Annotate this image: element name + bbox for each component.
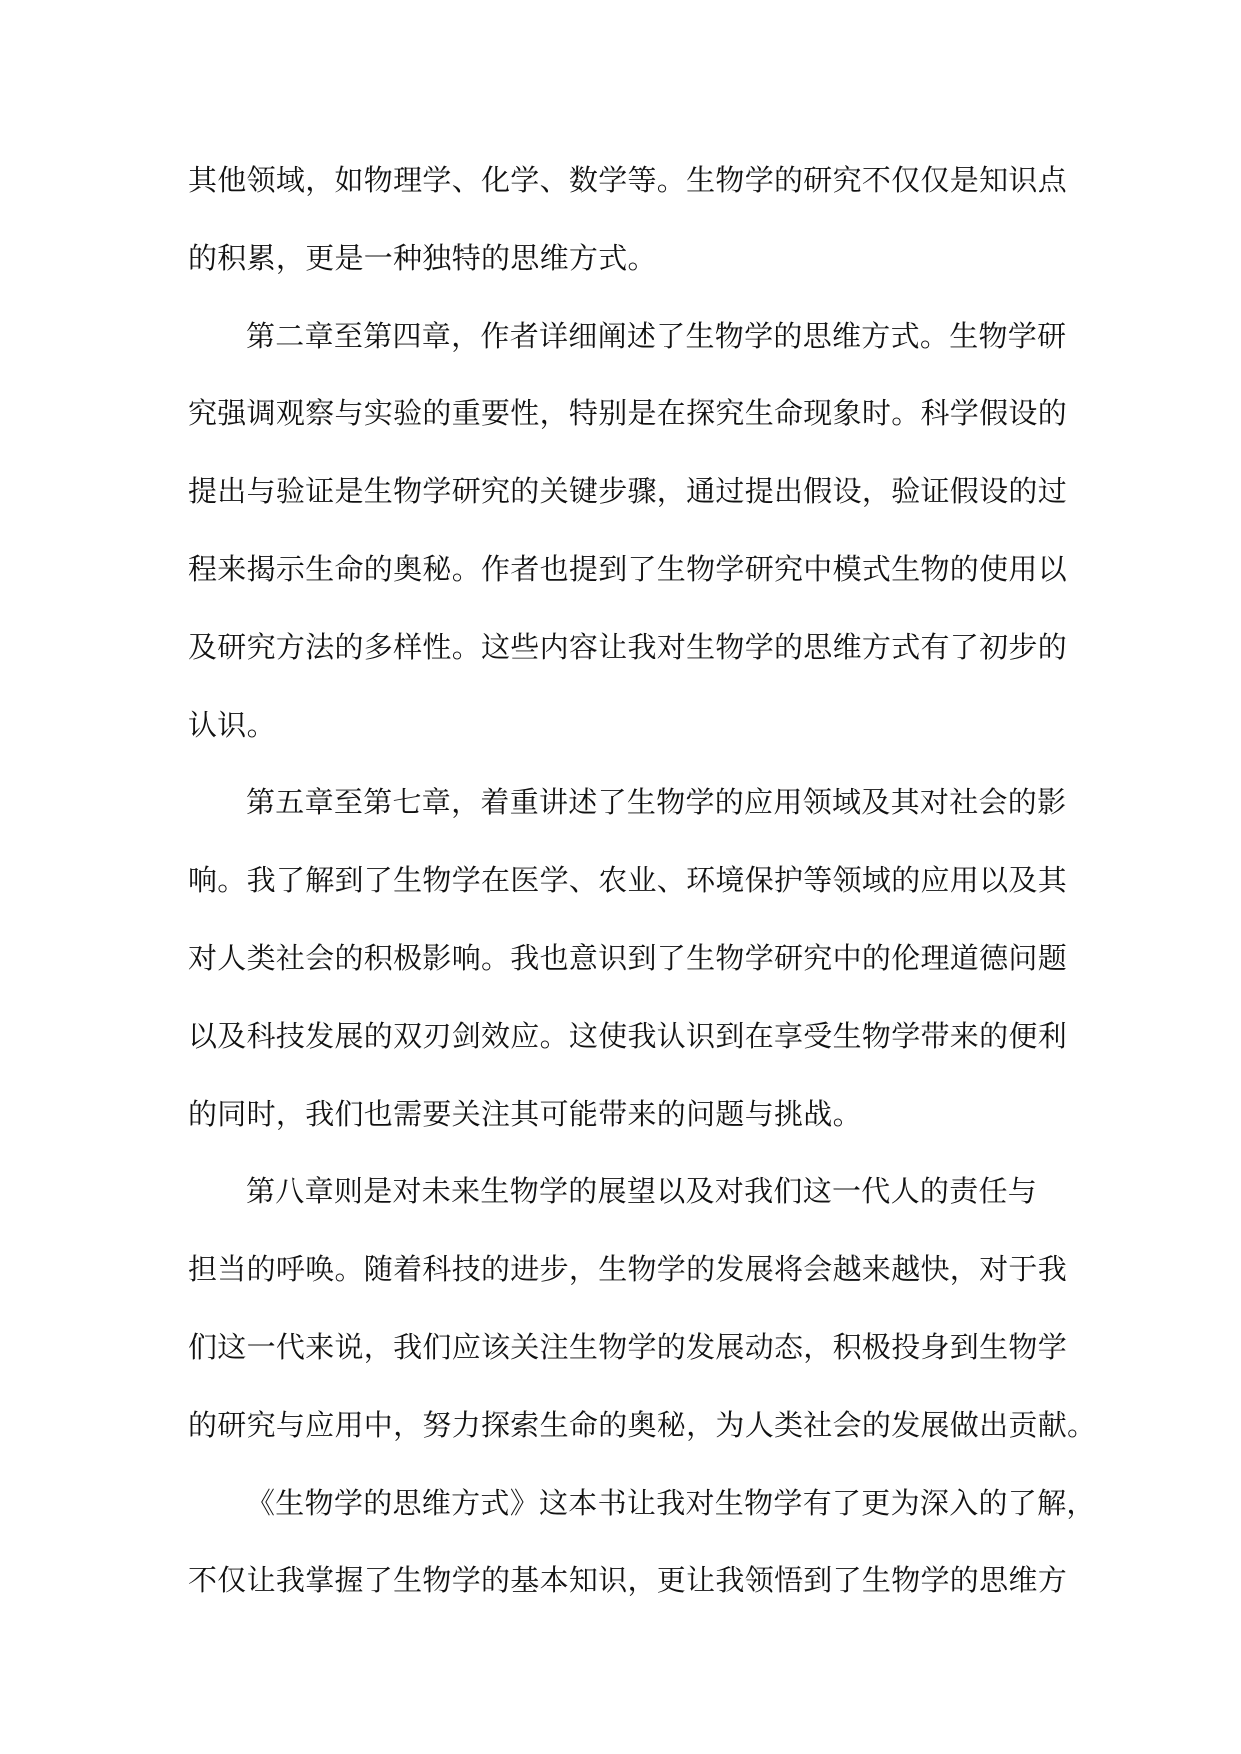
paragraph-start-line: 第二章至第四章，作者详细阐述了生物学的思维方式。生物学研 [246,318,1067,353]
text-line: 们这一代来说，我们应该关注生物学的发展动态，积极投身到生物学 [188,1329,1068,1364]
text-line: 的同时，我们也需要关注其可能带来的问题与挑战。 [188,1096,862,1131]
text-line: 以及科技发展的双刃剑效应。这使我认识到在享受生物学带来的便利 [188,1018,1068,1053]
text-line: 担当的呼唤。随着科技的进步，生物学的发展将会越来越快，对于我 [188,1252,1068,1287]
text-line: 及研究方法的多样性。这些内容让我对生物学的思维方式有了初步的 [188,629,1068,664]
text-line: 究强调观察与实验的重要性，特别是在探究生命现象时。科学假设的 [188,396,1068,431]
text-line: 不仅让我掌握了生物学的基本知识，更让我领悟到了生物学的思维方 [188,1563,1068,1598]
text-line: 提出与验证是生物学研究的关键步骤，通过提出假设，验证假设的过 [188,474,1068,509]
text-line: 的积累，更是一种独特的思维方式。 [188,240,657,275]
body-text [188,142,1097,1620]
paragraph-start-line: 第五章至第七章，着重讲述了生物学的应用领域及其对社会的影 [246,785,1067,820]
text-line: 程来揭示生命的奥秘。作者也提到了生物学研究中模式生物的使用以 [188,551,1068,586]
text-line: 的研究与应用中，努力探索生命的奥秘，为人类社会的发展做出贡献。 [188,1407,1097,1442]
paragraph-start-line: 《生物学的思维方式》这本书让我对生物学有了更为深入的了解， [246,1485,1096,1520]
text-line: 对人类社会的积极影响。我也意识到了生物学研究中的伦理道德问题 [188,940,1068,975]
text-line: 其他领域，如物理学、化学、数学等。生物学的研究不仅仅是知识点 [188,163,1068,197]
paragraph-start-line: 第八章则是对未来生物学的展望以及对我们这一代人的责任与 [246,1174,1038,1209]
text-line: 认识。 [188,707,276,742]
text-line: 响。我了解到了生物学在医学、农业、环境保护等领域的应用以及其 [188,863,1068,898]
